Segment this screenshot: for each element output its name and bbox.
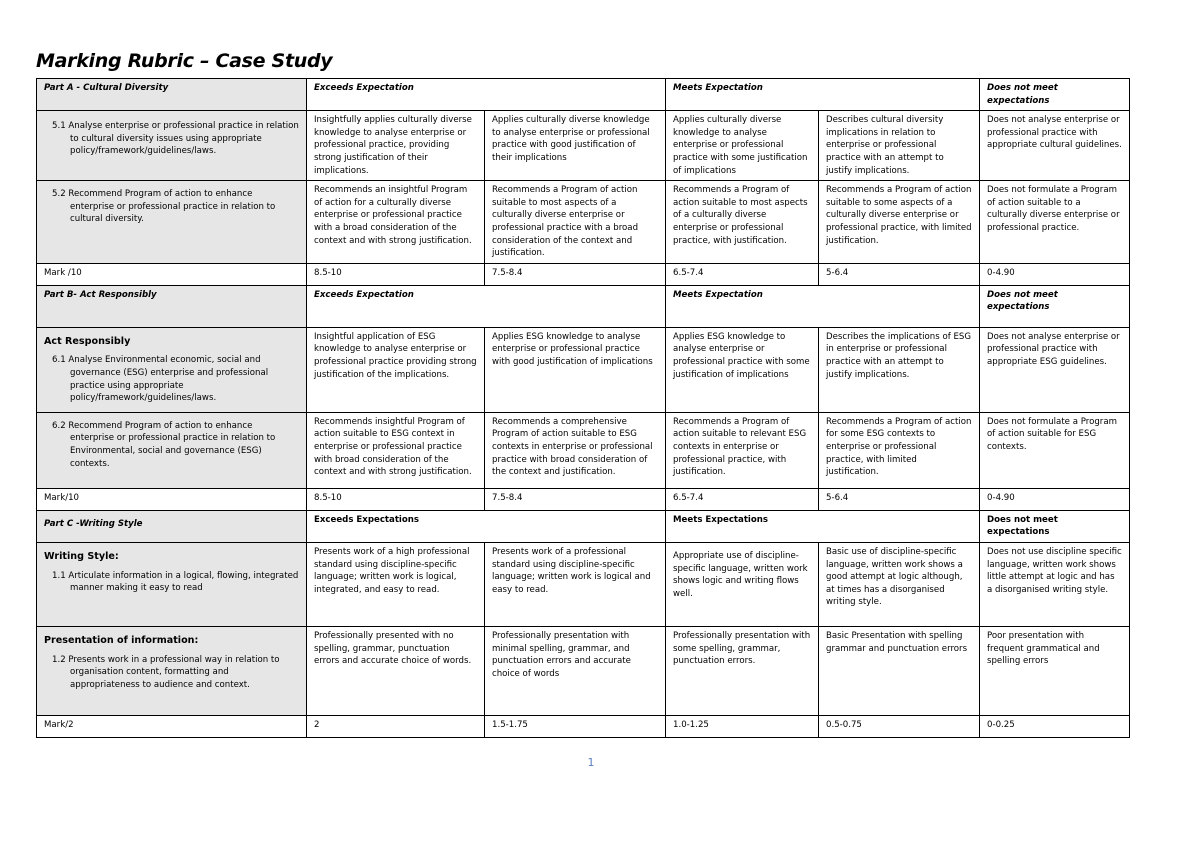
mark-range: 1.0-1.25 [666, 715, 819, 737]
rubric-cell: Presents work of a professional standard using discipline-specific language; written work is logical and easy to read. [485, 542, 666, 626]
criterion-row [37, 111, 1130, 181]
rubric-cell: Recommends a Program of action suitable to most aspects of a culturally diverse enterprise or professional practice, with justification. [666, 181, 819, 264]
document-title: Marking Rubric – Case Study [36, 50, 333, 72]
rubric-cell: Applies culturally diverse knowledge to analyse enterprise or professional practice with good justification of their implications [485, 111, 666, 181]
mark-range: 5-6.4 [819, 263, 980, 285]
mark-row [37, 715, 1130, 737]
criterion-label [37, 181, 307, 264]
mark-range: 5-6.4 [819, 488, 980, 510]
exceeds-header: Exceeds Expectation [307, 79, 666, 111]
rubric-cell: Does not formulate a Program of action suitable for ESG contexts. [980, 412, 1130, 488]
rubric-cell: Applies culturally diverse knowledge to analyse enterprise or professional practice with some justification of implications [666, 111, 819, 181]
rubric-cell: Applies ESG knowledge to analyse enterprise or professional practice with good justification of implications [485, 327, 666, 412]
mark-row [37, 488, 1130, 510]
mark-range: 8.5-10 [307, 263, 485, 285]
rubric-cell: Poor presentation with frequent grammatical and spelling errors [980, 626, 1130, 715]
mark-range: 8.5-10 [307, 488, 485, 510]
part-a-header-row [37, 79, 1130, 111]
presentation-heading: Presentation of information: [44, 634, 199, 646]
part-c-header-row [37, 510, 1130, 542]
criterion-text: 1.1 Articulate information in a logical, flowing, integrated manner making it easy to read [52, 570, 299, 594]
rubric-cell: Does not formulate a Program of action suitable to a culturally diverse enterprise or professional practice. [980, 181, 1130, 264]
mark-range: 2 [307, 715, 485, 737]
criterion-label [37, 542, 307, 626]
not-meet-header: Does not meet expectations [980, 285, 1130, 327]
criterion-row [37, 412, 1130, 488]
rubric-cell: Recommends insightful Program of action suitable to ESG context in enterprise or professional practice with broad consideration of the context and with strong justification. [307, 412, 485, 488]
rubric-cell: Does not use discipline specific language, written work shows little attempt at logic and has a disorganised writing style. [980, 542, 1130, 626]
exceeds-header: Exceeds Expectation [307, 285, 666, 327]
meets-header: Meets Expectations [666, 510, 980, 542]
act-responsibly-heading: Act Responsibly [44, 335, 131, 347]
criterion-text: 6.1 Analyse Environmental economic, social and governance (ESG) enterprise and professional practice using appropriate policy/framework/guidelines/laws. [52, 355, 269, 404]
rubric-cell: Does not analyse enterprise or professional practice with appropriate ESG guidelines. [980, 327, 1130, 412]
rubric-cell: Basic use of discipline-specific language, written work shows a good attempt at logic although, at times has a disorganised writing style. [819, 542, 980, 626]
marking-rubric-table [36, 78, 1130, 738]
part-b-header-row [37, 285, 1130, 327]
criterion-text: 6.2 Recommend Program of action to enhance enterprise or professional practice in relation to Environmental, social and governance (ESG) contexts. [52, 420, 276, 469]
mark-label: Mark/2 [37, 715, 307, 737]
mark-row [37, 263, 1130, 285]
not-meet-header: Does not meet expectations [980, 510, 1130, 542]
mark-label: Mark /10 [37, 263, 307, 285]
mark-range: 1.5-1.75 [485, 715, 666, 737]
part-b-label: Part B- Act Responsibly [37, 285, 307, 327]
exceeds-header: Exceeds Expectations [307, 510, 666, 542]
rubric-cell: Recommends a comprehensive Program of action suitable to ESG contexts in enterprise or professional practice with broad consideration of the context and justification. [485, 412, 666, 488]
mark-range: 0-4.90 [980, 263, 1130, 285]
rubric-cell: Applies ESG knowledge to analyse enterprise or professional practice with some justification of implications [666, 327, 819, 412]
mark-range: 0-0.25 [980, 715, 1130, 737]
rubric-cell: Basic Presentation with spelling grammar and punctuation errors [819, 626, 980, 715]
criterion-text: 5.2 Recommend Program of action to enhance enterprise or professional practice in relation to cultural diversity. [52, 189, 276, 225]
criterion-label [37, 327, 307, 412]
rubric-cell: Professionally presentation with minimal spelling, grammar, and punctuation errors and accurate choice of words [485, 626, 666, 715]
mark-label: Mark/10 [37, 488, 307, 510]
rubric-cell: Describes the implications of ESG in enterprise or professional practice with an attempt to justify implications. [819, 327, 980, 412]
rubric-cell: Describes cultural diversity implications in relation to enterprise or professional practice with an attempt to justify implications. [819, 111, 980, 181]
criterion-row [37, 181, 1130, 264]
rubric-cell: Does not analyse enterprise or professional practice with appropriate cultural guidelines. [980, 111, 1130, 181]
rubric-cell: Recommends a Program of action suitable to most aspects of a culturally diverse enterprise or professional practice with a broad consideration of the context and justification. [485, 181, 666, 264]
mark-range: 0-4.90 [980, 488, 1130, 510]
rubric-cell: Recommends a Program of action suitable to some aspects of a culturally diverse enterprise or professional practice, with limited justification. [819, 181, 980, 264]
criterion-text: 5.1 Analyse enterprise or professional practice in relation to cultural diversity issues using appropriate policy/framework/guidelines/laws. [52, 121, 299, 157]
part-a-label: Part A - Cultural Diversity [37, 79, 307, 111]
part-c-label: Part C -Writing Style [37, 510, 307, 542]
writing-style-heading: Writing Style: [44, 550, 119, 562]
rubric-cell: Recommends a Program of action suitable to relevant ESG contexts in enterprise or professional practice, with justification. [666, 412, 819, 488]
criterion-row [37, 542, 1130, 626]
mark-range: 6.5-7.4 [666, 488, 819, 510]
page-number: 1 [587, 756, 595, 769]
mark-range: 7.5-8.4 [485, 488, 666, 510]
meets-header: Meets Expectation [666, 79, 980, 111]
mark-range: 7.5-8.4 [485, 263, 666, 285]
rubric-cell: Professionally presentation with some spelling, grammar, punctuation errors. [666, 626, 819, 715]
mark-range: 6.5-7.4 [666, 263, 819, 285]
criterion-row [37, 327, 1130, 412]
criterion-label [37, 412, 307, 488]
rubric-cell: Presents work of a high professional standard using discipline-specific language; written work is logical, integrated, and easy to read. [307, 542, 485, 626]
mark-range: 0.5-0.75 [819, 715, 980, 737]
not-meet-header: Does not meet expectations [980, 79, 1130, 111]
rubric-cell: Insightfully applies culturally diverse knowledge to analyse enterprise or professional practice, providing strong justification of their implications. [307, 111, 485, 181]
rubric-cell: Insightful application of ESG knowledge to analyse enterprise or professional practice providing strong justification of the implications. [307, 327, 485, 412]
rubric-cell: Recommends an insightful Program of action for a culturally diverse enterprise or professional practice with a broad consideration of the context and with strong justification. [307, 181, 485, 264]
criterion-label [37, 111, 307, 181]
rubric-cell: Recommends a Program of action for some ESG contexts to enterprise or professional practice, with limited justification. [819, 412, 980, 488]
rubric-cell: Professionally presented with no spelling, grammar, punctuation errors and accurate choice of words. [307, 626, 485, 715]
meets-header: Meets Expectation [666, 285, 980, 327]
criterion-text: 1.2 Presents work in a professional way in relation to organisation content, formatting and appropriateness to audience and context. [52, 654, 280, 690]
rubric-cell: Appropriate use of discipline-specific language, written work shows logic and writing flows well. [666, 542, 819, 626]
criterion-row [37, 626, 1130, 715]
criterion-label [37, 626, 307, 715]
